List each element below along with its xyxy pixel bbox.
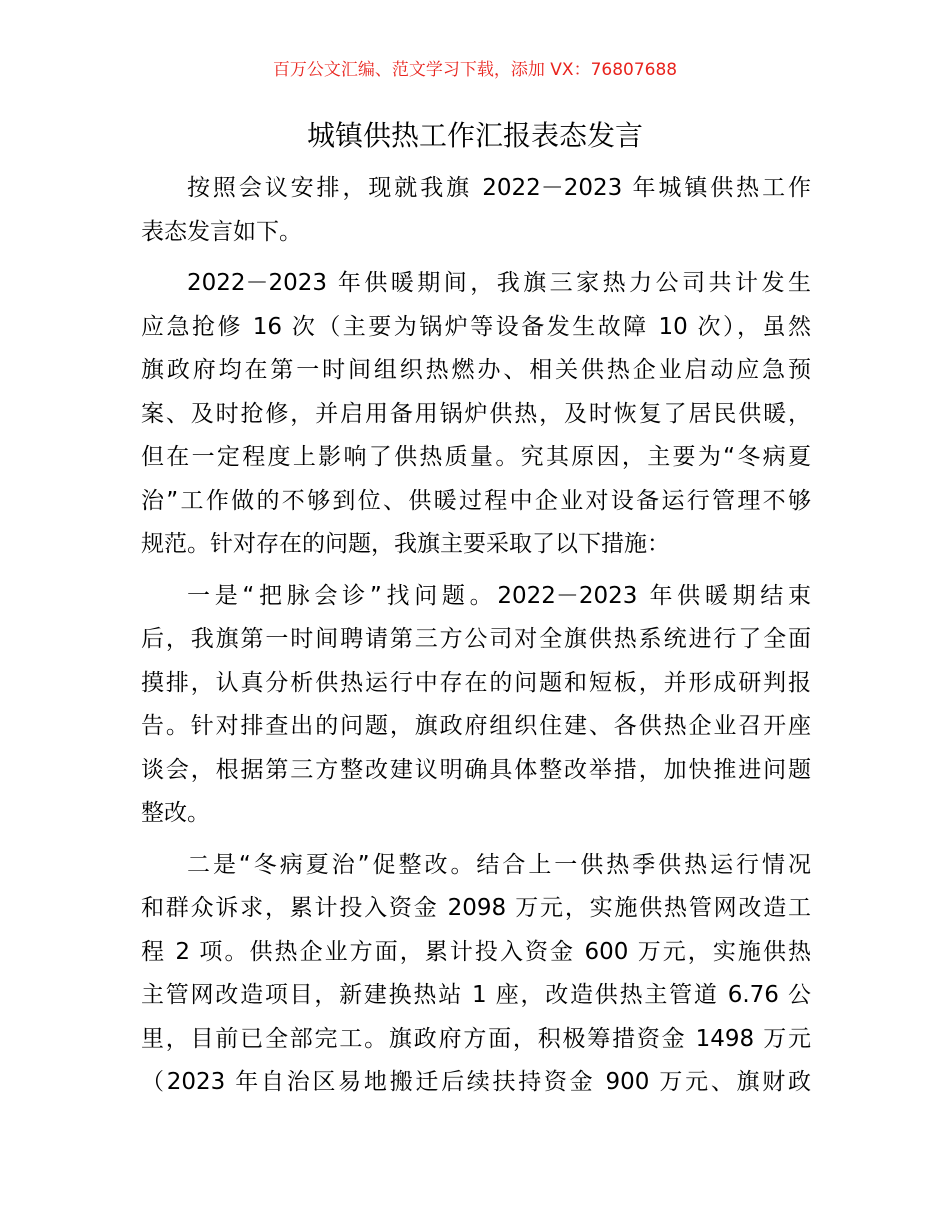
text-line: 旗政府均在第一时间组织热燃办、相关供热企业启动应急预 <box>141 357 811 383</box>
text-line: 和群众诉求，累计投入资金 2098 万元，实施供热管网改造工 <box>141 895 811 921</box>
paragraph-gap <box>141 567 811 575</box>
paragraph-intro <box>141 167 811 254</box>
text-line: 治”工作做的不够到位、供暖过程中企业对设备运行管理不够 <box>141 487 811 514</box>
header-watermark: 百万公文汇编、范文学习下载，添加 VX：76807688 <box>272 60 678 80</box>
text-line: 整改。 <box>141 800 210 826</box>
text-line: 一是“把脉会诊”找问题。2022－2023 年供暖期结束 <box>187 582 811 609</box>
text-line: 里，目前已全部完工。旗政府方面，积极筹措资金 1498 万元 <box>141 1025 811 1052</box>
paragraph-gap <box>141 254 811 262</box>
text-line: 后，我旗第一时间聘请第三方公司对全旗供热系统进行了全面 <box>141 626 811 652</box>
document-title: 城镇供热工作汇报表态发言 <box>306 119 643 152</box>
text-line: 二是“冬病夏治”促整改。结合上一供热季供热运行情况 <box>187 851 811 878</box>
document-body <box>141 167 811 1105</box>
text-line: 应急抢修 16 次（主要为锅炉等设备发生故障 10 次），虽然 <box>141 313 811 340</box>
text-line: 但在一定程度上影响了供热质量。究其原因，主要为“冬病夏 <box>141 444 811 470</box>
text-line: 摸排，认真分析供热运行中存在的问题和短板，并形成研判报 <box>141 669 811 696</box>
text-line: 告。针对排查出的问题，旗政府组织住建、各供热企业召开座 <box>141 713 811 739</box>
text-line: 2022－2023 年供暖期间，我旗三家热力公司共计发生 <box>187 270 811 296</box>
paragraph-measure-one <box>141 575 811 836</box>
text-line: 程 2 项。供热企业方面，累计投入资金 600 万元，实施供热 <box>141 938 811 965</box>
paragraph-background <box>141 262 811 567</box>
text-line: 表态发言如下。 <box>141 218 302 245</box>
paragraph-measure-two <box>141 844 811 1105</box>
text-line: 规范。针对存在的问题，我旗主要采取了以下措施： <box>141 531 670 557</box>
text-line: 按照会议安排，现就我旗 2022－2023 年城镇供热工作 <box>187 175 811 201</box>
text-line: （2023 年自治区易地搬迁后续扶持资金 900 万元、旗财政 <box>141 1069 811 1095</box>
text-line: 案、及时抢修，并启用备用锅炉供热，及时恢复了居民供暖， <box>141 400 811 427</box>
text-line: 主管网改造项目，新建换热站 1 座，改造供热主管道 6.76 公 <box>141 982 811 1008</box>
text-line: 谈会，根据第三方整改建议明确具体整改举措，加快推进问题 <box>141 756 811 783</box>
paragraph-gap <box>141 836 811 844</box>
